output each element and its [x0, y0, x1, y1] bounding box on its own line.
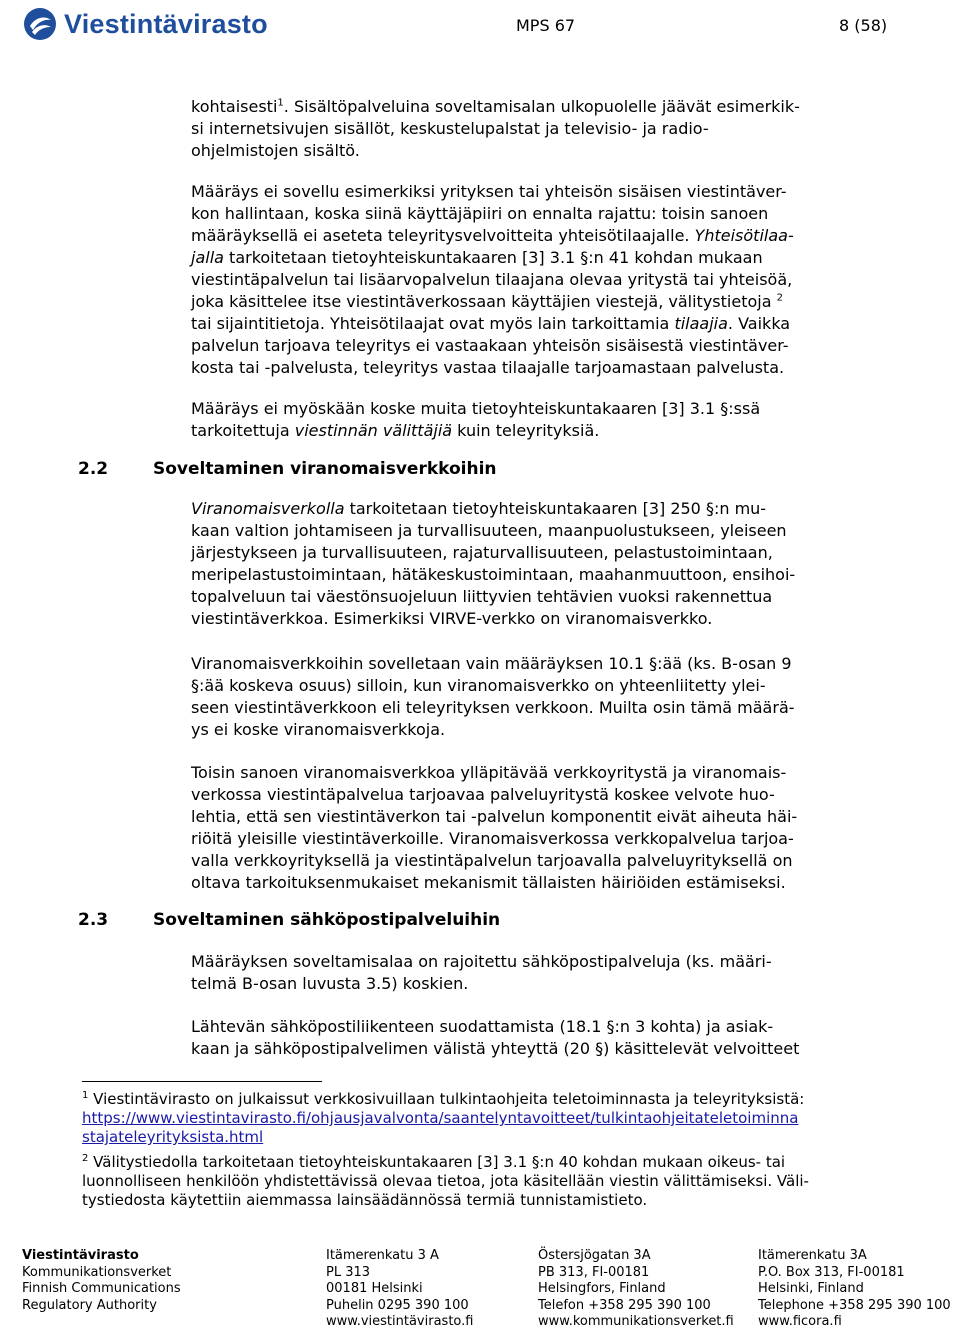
intermediaries-paragraph: Määräys ei myöskään koske muita tietoyhteiskuntakaaren [3] 3.1 §:ssä tarkoitettuja viestinnän välittäjiä kuin teleyrityksiä. — [191, 399, 761, 440]
intro-paragraph: kohtaisesti$^1$. Sisältöpalveluina soveltamisalan ulkopuolelle jäävät esimerkik- si internetsivujen sisällöt, keskustelupalstat ja televisio- ja radio- ohjelmistojen sisältö. — [191, 97, 800, 160]
footer-col-finnish: Itämerenkatu 3 A PL 313 00181 Helsinki Puhelin 0295 390 100 www.viestintävirasto.fi — [326, 1248, 474, 1329]
page-number: 8 (58) — [839, 16, 888, 35]
footnote-1: $^1$ Viestintävirasto on julkaissut verkkosivuillaan tulkintaohjeita teletoiminnasta ja teleyrityksistä: https://www.viestintavirasto.fi/ohjausjavalvonta/saantelyntavoitteet/tulkintaohjeitateletoiminna stajateleyrityksista.html — [82, 1090, 805, 1146]
footnote-1-link[interactable]: https://www.viestintavirasto.fi/ohjausjavalvonta/saantelyntavoitteet/tulkintaohjeitateletoiminna — [82, 1109, 799, 1127]
scope-paragraph: Määräys ei sovellu esimerkiksi yrityksen tai yhteisön sisäisen viestintäver- kon hallintaan, koska siinä käyttäjäpiiri on ennalta rajattu: toisin sanoen määräyksellä ei aseteta teleyritysvelvoitteita yhteisötilaajalle. Yhteisötilaa- jalla tarkoitetaan tietoyhteiskuntakaaren [3] 3.1 §:n 41 kohdan mukaan viestintäpalvelun tai lisäarvopalvelun tilaajana olevaa yritystä tai yhteisöä, joka käsittelee itse viestintäverkossaan käyttäjien viestejä, välitystietoja $^2$ tai sijaintitietoja. Yhteisötilaajat ovat myös lain tarkoittamia tilaajia. Vaikka palvelun tarjoava teleyritys ei vastaakaan yhteisön sisäisestä viestintäver- kosta tai -palvelusta, teleyritys vastaa tilaajalle tarjoamastaan palvelusta. — [191, 182, 794, 377]
footnote-ref-1[interactable]: 1 — [277, 97, 284, 109]
footnote-2: $^2$ Välitystiedolla tarkoitetaan tietoyhteiskuntakaaren [3] 3.1 §:n 40 kohdan mukaan oikeus- tai luonnolliseen henkilöön yhdistettävissä olevaa tietoa, jota käsitellään viestin välittämiseksi. Väli- tystiedosta käytettiin aiemmassa lainsäädännössä termiä tunnistamistieto. — [82, 1153, 809, 1209]
email-scope-paragraph: Määräyksen soveltamisalaa on rajoitettu sähköpostipalveluja (ks. määri- telmä B-osan luvusta 3.5) koskien. — [191, 952, 772, 993]
footnote-ref-2[interactable]: 2 — [776, 292, 783, 304]
footer-col-agency: Viestintävirasto Kommunikationsverket Finnish Communications Regulatory Authority — [22, 1248, 181, 1313]
email-filtering-paragraph: Lähtevän sähköpostiliikenteen suodattamista (18.1 §:n 3 kohta) ja asiak- kaan ja sähköpostipalvelimen välistä yhteyttä (20 §) käsittelevät velvoitteet — [191, 1017, 800, 1058]
footer-link-en[interactable]: www.ficora.fi — [758, 1314, 842, 1329]
section-heading-2-3: 2.3 Soveltaminen sähköpostipalveluihin — [78, 910, 501, 930]
footnote-1-link-cont[interactable]: stajateleyrityksista.html — [82, 1128, 264, 1146]
logo-text: Viestintävirasto — [64, 8, 268, 39]
page-footer — [0, 1248, 960, 1330]
viestintavirasto-logo-icon — [22, 6, 58, 42]
footnote-separator — [82, 1081, 322, 1082]
footer-link-sv[interactable]: www.kommunikationsverket.fi — [538, 1314, 734, 1329]
section-heading-2-2: 2.2 Soveltaminen viranomaisverkkoihin — [78, 459, 497, 479]
authority-network-obligations: Toisin sanoen viranomaisverkkoa ylläpitävää verkkoyritystä ja viranomais- verkossa viestintäpalvelua tarjoavaa palveluyritystä koskee velvote huo- lehtia, että sen viestintäverkon tai -palvelun komponentit eivät aiheuta häi- riöitä yleisille viestintäverkoille. Viranomaisverkossa verkkopalvelua tarjoa- valla verkkoyrityksellä ja viestintäpalvelun tarjoavalla palveluyrityksellä on oltava tarkoituksenmukaiset mekanismit tällaisten häiriöiden estämiseksi. — [191, 763, 798, 892]
authority-network-definition: Viranomaisverkolla tarkoitetaan tietoyhteiskuntakaaren [3] 250 §:n mu- kaan valtion johtamiseen ja turvallisuuteen, maanpuolustukseen, yleiseen järjestykseen ja turvallisuuteen, rajaturvallisuuteen, pelastustoimintaan, meripelastustoimintaan, hätäkeskustoimintaan, maahanmuuttoon, ensihoi- topalveluun tai väestönsuojeluun liittyvien tehtävien vuoksi rakennettua viestintäverkkoa. Esimerkiksi VIRVE-verkko on viranomaisverkko. — [191, 499, 796, 628]
authority-network-applicability: Viranomaisverkkoihin sovelletaan vain määräyksen 10.1 §:ää (ks. B-osan 9 §:ää koskeva osuus) silloin, kun viranomaisverkko on yhteenliitetty ylei- seen viestintäverkkoon eli teleyrityksen verkkoon. Muilta osin tämä määrä- ys ei koske viranomaisverkkoja. — [191, 654, 795, 739]
agency-logo — [22, 6, 268, 42]
footer-link-fi[interactable]: www.viestintävirasto.fi — [326, 1314, 474, 1329]
document-id: MPS 67 — [516, 16, 576, 35]
footer-col-english: Itämerenkatu 3A P.O. Box 313, FI-00181 Helsinki, Finland Telephone +358 295 390 100 www.ficora.fi — [758, 1248, 951, 1329]
footer-col-swedish: Östersjögatan 3A PB 313, FI-00181 Helsingfors, Finland Telefon +358 295 390 100 www.kommunikationsverket.fi — [538, 1248, 734, 1329]
